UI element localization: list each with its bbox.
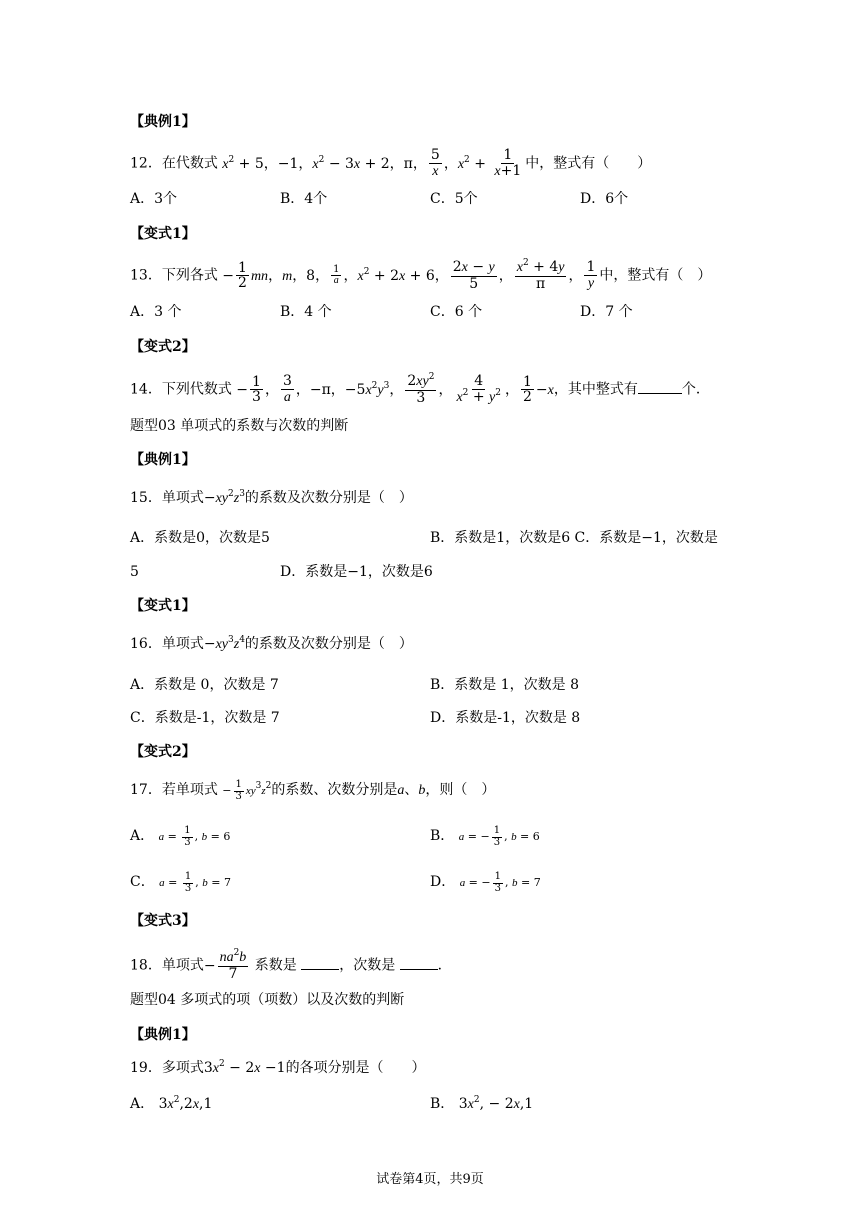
option-b: B．系数是 1，次数是 8 [430, 677, 580, 693]
math-expression: $-xy^3z^4$ [203, 635, 245, 652]
option-a: A．系数是 0，次数是 7 [130, 677, 279, 693]
question-text: ． [437, 957, 452, 974]
option-d: D． a = − $\frac{1}{3}$ , b = 7 [430, 871, 541, 894]
variant-label: 【变式1】 [130, 226, 196, 242]
answer-blank[interactable] [638, 381, 682, 394]
page-footer: 试卷第4页，共9页 [376, 1172, 484, 1187]
option-b: B． $3x^2$, − 2x,1 [430, 1095, 534, 1112]
question-number: 15． [130, 490, 162, 506]
question-text: 单项式 [161, 636, 204, 652]
question-text: 在代数式 [161, 155, 218, 172]
option-b: B．4个 [280, 191, 328, 207]
option-c-cont: 5 [130, 564, 139, 580]
question-text: 个． [681, 381, 710, 398]
option-d: D．系数是-1，次数是 8 [430, 710, 581, 726]
question-text: 的各项分别是（ ） [285, 1060, 426, 1076]
question-number: 19． [130, 1060, 162, 1076]
option-c: C．6 个 [430, 304, 483, 320]
option-b: B． a = − $\frac{1}{3}$ , b = 6 [430, 825, 540, 848]
math-expression: $x^2 + 5$，−1，$x^2 - 3x + 2$，π， $\frac{5}{x}$ ，$x^2$ + $\frac{1}{x+1}$ [222, 147, 522, 179]
question-number: 12． [130, 155, 162, 172]
option-a: A． $3x^2,2x,1$ [130, 1095, 213, 1112]
option-a: A．3 个 [130, 304, 182, 320]
question-15 [130, 488, 413, 509]
math-expression: − $\frac{1}{3}$ $xy^3z^2$ [222, 779, 272, 802]
answer-blank-degree[interactable] [400, 957, 438, 970]
example-label: 【典例1】 [130, 1027, 196, 1043]
question-text: 单项式 [161, 490, 204, 506]
variant-label: 【变式2】 [130, 339, 196, 355]
example-label: 【典例1】 [130, 452, 196, 468]
question-18 [130, 950, 452, 981]
option-a: A． a = $\frac{1}{3}$ , b = 6 [130, 825, 231, 848]
question-text: 的系数及次数分别是（ ） [244, 636, 413, 652]
math-expression: − $\frac{1}{3}$ ， $\frac{3}{a}$ ，−π，$-5x^2y^3$， $\frac{2xy^2}{3}$ ， $\frac{4}{x^2 + y^2}$ ， $\frac{1}{2}$ −x [236, 372, 554, 406]
question-number: 13． [130, 267, 162, 284]
option-c: C．系数是-1，次数是 7 [130, 710, 280, 726]
math-expression: $-xy^2z^3$ [203, 489, 245, 506]
question-13 [130, 260, 711, 291]
question-14 [130, 374, 710, 405]
option-a: A．3个 [130, 191, 178, 207]
question-text: ，其中整式有 [553, 381, 638, 398]
option-d: D．7 个 [580, 304, 633, 320]
option-d: D．6个 [580, 191, 629, 207]
question-text: ，则（ ） [425, 782, 496, 798]
question-text: 的系数及次数分别是（ ） [244, 490, 413, 506]
section-heading: 题型04 多项式的项（项数）以及次数的判断 [130, 992, 405, 1008]
question-text: 若单项式 [161, 782, 218, 798]
question-text: 多项式 [161, 1060, 204, 1076]
option-b: B．4 个 [280, 304, 332, 320]
var-b: b [418, 783, 426, 798]
variant-label: 【变式1】 [130, 598, 196, 614]
question-text: 中，整式有（ ） [525, 155, 652, 172]
question-text: ，次数是 [339, 957, 396, 974]
example-label: 【典例1】 [130, 114, 196, 130]
option-a: A．系数是0，次数是5 [130, 530, 270, 546]
option-d: D．系数是−1，次数是6 [280, 564, 433, 580]
question-text: 下列各式 [161, 267, 218, 284]
question-number: 17． [130, 782, 162, 798]
option-bc: B．系数是1，次数是6 C．系数是−1，次数是 [430, 530, 718, 546]
question-text: 中，整式有（ ） [599, 267, 712, 284]
math-expression: − $\frac{na^2b}{7}$ [203, 948, 247, 982]
option-c: C． a = $\frac{1}{3}$ , b = 7 [130, 871, 231, 894]
answer-blank-coefficient[interactable] [301, 957, 339, 970]
variant-label: 【变式3】 [130, 913, 196, 929]
question-text: 的系数、次数分别是 [271, 782, 398, 798]
option-c: C．5个 [430, 191, 478, 207]
question-12 [130, 148, 651, 179]
section-heading: 题型03 单项式的系数与次数的判断 [130, 418, 349, 434]
question-number: 16． [130, 636, 162, 652]
var-a: a [397, 783, 405, 798]
question-number: 14． [130, 381, 162, 398]
question-19 [130, 1058, 426, 1079]
question-17 [130, 780, 495, 802]
question-text: 系数是 [254, 957, 297, 974]
question-number: 18． [130, 957, 162, 974]
question-text: 、 [404, 782, 419, 798]
variant-label: 【变式2】 [130, 744, 196, 760]
question-16 [130, 634, 413, 655]
question-text: 单项式 [161, 957, 204, 974]
math-expression: $3x^2 - 2x -1$ [203, 1059, 286, 1076]
math-expression: − $\frac{1}{2}$ mn，m，8， $\frac{1}{a}$ ，$x^2 + 2x + 6$， $\frac{2x - y}{5}$ ， $\frac{x^2 + 4y}{\pi}$ ， $\frac{1}{y}$ [222, 258, 596, 292]
question-text: 下列代数式 [161, 381, 232, 398]
